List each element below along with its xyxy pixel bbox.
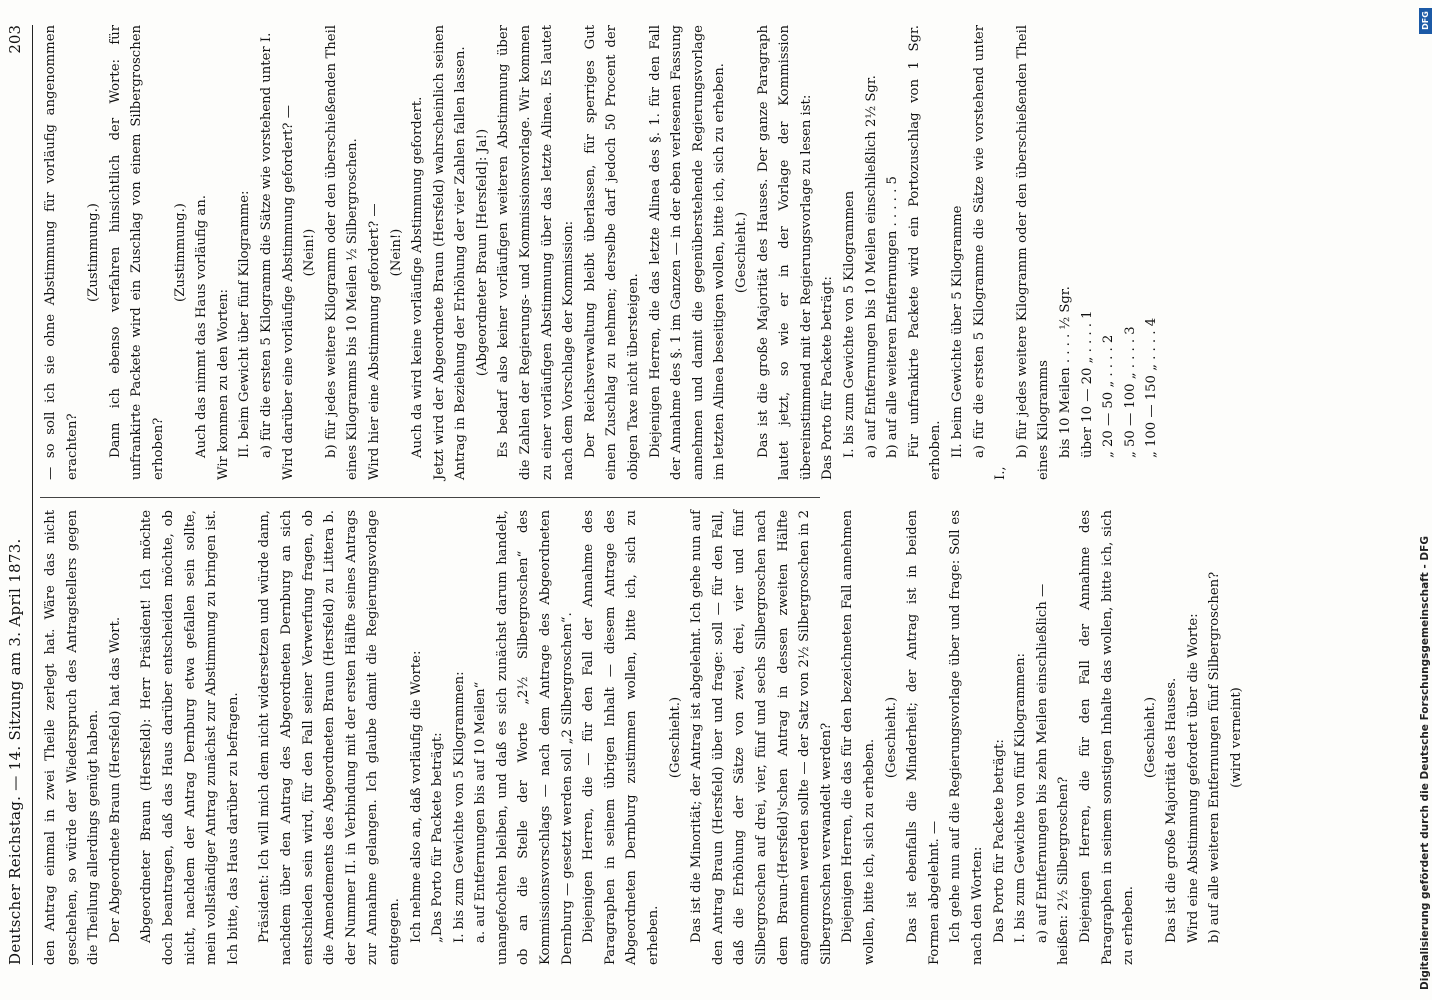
quote-line: a. auf Entfernungen bis auf 10 Meilen“	[473, 681, 489, 943]
dfg-logo: DFG	[1419, 8, 1432, 34]
tariff-line: über 10 — 20 „ . . . . 1	[1079, 310, 1095, 458]
tariff-line: „ 100 — 150 „ . . . . 4	[1144, 317, 1160, 458]
tariff-line: „ 50 — 100 „ . . . . 3	[1122, 326, 1138, 458]
paragraph: Das ist ebenfalls die Minderheit; der Antrag ist in beiden Formen abgelehnt. —	[905, 510, 942, 965]
tariff-line: I. bis zum Gewichte von 5 Kilogrammen	[841, 190, 857, 458]
paragraph: Diejenigen Herren, die das für den bezeichneten Fall annehmen wollen, bitte ich, sich zu erheben.	[840, 510, 877, 965]
tariff-line: II. beim Gewichte über 5 Kilogramme	[949, 205, 965, 458]
paragraph: Wir kommen zu den Worten:	[215, 289, 231, 480]
paragraph: Das ist die große Majorität des Hauses. Der ganze Paragraph lautet jetzt, so wie er in der Vorlage der Kommission übereinstimmend mit der Regierungsvorlage zu lesen ist:	[755, 25, 814, 480]
tariff-line: bis 10 Meilen . . . . ½ Sgr.	[1057, 286, 1073, 458]
page-number: 203	[6, 25, 24, 54]
running-title: Deutscher Reichstag. — 14. Sitzung am 3. April 1873.	[6, 538, 24, 965]
quote-line: I. bis zum Gewichte von fünf Kilogrammen:	[1013, 653, 1029, 943]
stage-direction: (Zustimmung.)	[86, 203, 102, 302]
paragraph: Auch da wird keine vorläufige Abstimmung gefordert.	[410, 96, 426, 458]
quote-line: b) auf alle weiteren Entfernungen fünf Silbergroschen?	[1207, 571, 1223, 943]
stage-direction: (Nein!)	[302, 228, 318, 277]
paragraph: — so soll ich sie ohne Abstimmung für vorläufig angenommen erachten?	[43, 25, 80, 480]
paragraph: Dann ich ebenso verfahren hinsichtlich der Worte: für unfrankirte Packete wird ein Zuschlag von einem Silbergroschen erhoben?	[107, 25, 166, 480]
tariff-line: Für unfrankirte Packete wird ein Portozuschlag von 1 Sgr. erhoben.	[906, 25, 944, 480]
stage-direction: (Geschieht.)	[667, 696, 683, 779]
paragraph: Der Abgeordnete Braun (Hersfeld) hat das Wort.	[107, 616, 123, 943]
paragraph: Ich nehme also an, daß vorläufig die Worte:	[408, 650, 424, 943]
paragraph: Abgeordneter Braun (Hersfeld): Herr Präsident! Ich möchte doch beantragen, daß das Haus darüber entscheiden möchte, ob nicht, nachdem der Antrag Dernburg etwa gefallen sein sollte, mein vollständiger Antrag zunächst zur Abstimmung zu bringen ist. Ich bitte, das Haus darüber zu befragen.	[139, 510, 241, 965]
paragraph: Das ist die Minorität; der Antrag ist abgelehnt. Ich gehe nun auf den Antrag Braun (Hersfeld) über und frage: soll — für den Fall, daß die Erhöhung der Sätze von zwei, drei, vier und fünf Silbergroschen auf drei, vier, fünf und sechs Silbergroschen nach dem Braun-(Hersfeld)'schen Antrag in dessen zweiten Hälfte angenommen werden sollte — der Satz von 2½ Silbergroschen in 2 Silbergroschen verwandelt werden?	[689, 510, 834, 965]
paragraph: Der Reichsverwaltung bleibt überlassen, für sperriges Gut einen Zuschlag zu nehmen; derselbe darf jedoch 50 Procent der obigen Taxe nicht übersteigen.	[582, 25, 642, 480]
tariff-line: b) auf alle weiteren Entfernungen . . . . . 5	[885, 176, 901, 458]
paragraph: Wird darüber eine vorläufige Abstimmung gefordert? —	[280, 105, 296, 480]
column-divider	[40, 497, 820, 498]
paragraph: Wird hier eine Abstimmung gefordert? —	[366, 203, 382, 480]
paragraph: Jetzt wird der Abgeordnete Braun (Hersfeld) wahrscheinlich seinen Antrag in Beziehung der Erhöhung der vier Zahlen fallen lassen.	[431, 25, 469, 480]
stage-direction: (Geschieht.)	[1142, 696, 1158, 779]
quote-line: a) auf Entfernungen bis zehn Meilen einschließlich —	[1034, 583, 1050, 943]
paragraph: Diejenigen Herren, die — für den Fall der Annahme des Paragraphen in seinem übrigen Inhalt — diesem Antrage des Abgeordneten Dernburg zustimmen wollen, bitte ich, sich zu erheben.	[581, 510, 662, 965]
page-header	[2, 25, 33, 965]
paragraph: Auch das nimmt das Haus vorläufig an.	[194, 195, 210, 458]
left-column	[40, 510, 1248, 965]
stage-direction: (Nein!)	[388, 228, 404, 277]
tariff-line: Das Porto für Packete beträgt:	[820, 276, 836, 480]
quote-line: Das Porto für Packete beträgt:	[991, 739, 1007, 943]
paragraph: Präsident: Ich will mich dem nicht widersetzen und würde dann, nachdem über den Antrag des Abgeordneten Dernburg an sich entschieden sein wird, für den Fall seiner Verwerfung fragen, ob die Amendements des Abgeordneten Braun (Hersfeld) zu Littera b. der Nummer II. in Verbindung mit der ersten Hälfte seines Antrags zur Annahme gelangen. Ich glaube damit die Regierungsvorlage entgegen.	[257, 510, 402, 965]
quote-line: II. beim Gewicht über fünf Kilogramme:	[237, 190, 253, 458]
paragraph: den Antrag einmal in zwei Theile zerlegt hat. Wäre das nicht geschehen, so würde der Wiederspruch des Antragstellers gegen die Theilung allerdings genügt haben.	[43, 510, 102, 965]
paragraph: Wird eine Abstimmung gefordert über die Worte:	[1185, 613, 1201, 943]
tariff-line: a) für die ersten 5 Kilogramme die Sätze wie vorstehend unter I.,	[971, 25, 1009, 480]
paragraph: heißen: 2½ Silbergroschen?	[1056, 776, 1072, 965]
stage-direction: (Geschieht.)	[734, 211, 749, 294]
paragraph: Ich gehe nun auf die Regierungsvorlage über und frage: Soll es nach den Worten:	[948, 510, 985, 965]
paragraph: Diejenigen Herren, die das letzte Alinea des §. 1. für den Fall der Annahme des §. 1 im Ganzen — in der eben verlesenen Fassung annehmen und damit die gegenüberstehende Regierungsvorlage im letzten Alinea beseitigen wollen, bitte ich, sich zu erheben.	[647, 25, 728, 480]
paragraph: Es bedarf also keiner vorläufigen weiteren Abstimmung über die Zahlen der Regierungs- und Kommissionsvorlage. Wir kommen zu einer vorläufigen Abstimmung über das letzte Alinea. Es lautet nach dem Vorschlage der Kommission:	[496, 25, 577, 480]
quote-line: I. bis zum Gewichte von 5 Kilogrammen:	[451, 671, 467, 943]
digitization-credit: Digitalisierung gefördert durch die Deutsche Forschungsgemeinschaft - DFG	[1419, 536, 1431, 990]
stage-direction: (Geschieht.)	[883, 696, 899, 779]
paragraph: unangefochten bleiben, und daß es sich zunächst darum handelt, ob an die Stelle der Worte „2½ Silbergroschen“ des Kommissionsvorschlags — nach dem Antrage des Abgeordneten Dernburg — gesetzt werden soll „2 Silbergroschen“.	[494, 510, 575, 965]
stage-direction: (Zustimmung.)	[172, 203, 188, 302]
stage-direction: (wird verneint)	[1229, 687, 1245, 788]
quote-line: „Das Porto für Packete beträgt:	[430, 732, 446, 943]
tariff-line: „ 20 — 50 „ . . . . 2	[1101, 334, 1117, 458]
paragraph: Das ist die große Majorität des Hauses.	[1164, 677, 1180, 943]
tariff-line: a) auf Entfernungen bis 10 Meilen einschließlich 2½ Sgr.	[863, 75, 879, 458]
rotated-document	[0, 5, 1385, 995]
right-column	[40, 25, 1163, 480]
quote-line: a) für die ersten 5 Kilogramm die Sätze wie vorstehend unter I.	[258, 32, 274, 458]
quote-line: b) für jedes weitere Kilogramm oder den überschießenden Theil eines Kilogramms bis 10 Meilen ½ Silbergroschen.	[323, 25, 361, 480]
tariff-line: b) für jedes weitere Kilogramm oder den überschießenden Theil eines Kilogramms	[1014, 25, 1052, 480]
stage-direction: (Abgeordneter Braun [Hersfeld]: Ja!)	[474, 128, 490, 377]
paragraph: Diejenigen Herren, die für den Fall der Annahme des Paragraphen in seinem sonstigen Inhalte das wollen, bitte ich, sich zu erheben.	[1077, 510, 1137, 965]
